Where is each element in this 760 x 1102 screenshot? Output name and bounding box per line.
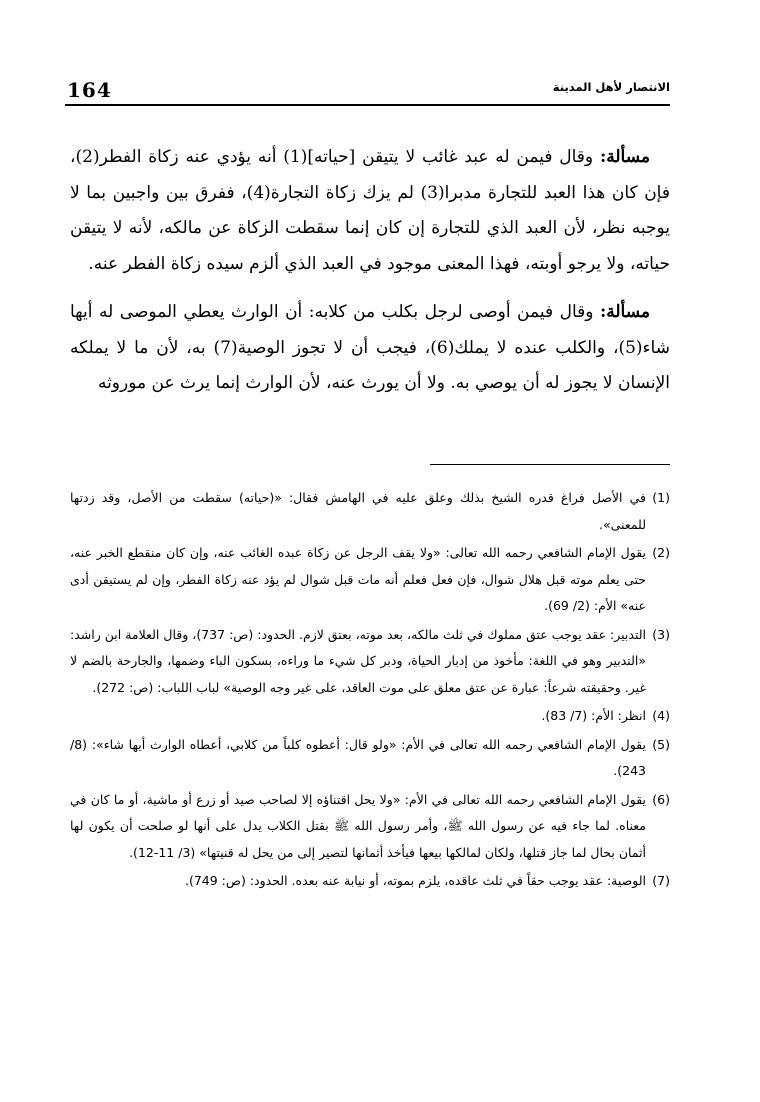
footnote-separator (430, 464, 670, 465)
footnote-text: الوصية: عقد يوجب حقاً في ثلث عاقده، يلزم بموته، أو نيابة عنه بعده. الحدود: (ص: 749). (184, 873, 646, 888)
header-title: الانتصار لأهل المدينة (552, 80, 670, 94)
paragraph-text: وقال فيمن أوصى لرجل بكلب من كلابه: أن الوارث يعطي الموصى له أيها شاء(5)، والكلب عنده لا يملك(6)، فيجب أن لا تجوز الوصية(7) به، لأن ما لا يملكه الإنسان لا يجوز له أن يوصي به. ولا أن يورث عنه، لأن الوارث إنما يرث عن موروثه (70, 302, 670, 393)
footnote (70, 622, 670, 702)
footnote-number: (1) (652, 490, 670, 505)
footnote (70, 703, 670, 730)
footnote-number: (4) (652, 708, 670, 723)
footnote (70, 787, 670, 867)
footnote-text: في الأصل فراغ قدره الشيخ بذلك وعلق عليه في الهامش فقال: «(حياته) سقطت من الأصل، وقد زدتها للمعنى». (70, 490, 646, 532)
footnote-text: يقول الإمام الشافعي رحمه الله تعالى في الأم: «ولا يحل اقتناؤه إلا لصاحب صيد أو زرع أو ماشية، أو ما كان في معناه. لما جاء فيه عن رسول الله ﷺ، وأمر رسول الله ﷺ بقتل الكلاب يدل على أنها لو صلحت أن يكون لها أثمان بحال لما جاز قتلها، ولكان لمالكها بيعها فيأخذ أثمانها لتصير إلى من يحل له قنيتها» (3/ 11-12). (70, 791, 646, 860)
footnote (70, 732, 670, 785)
main-text (70, 140, 670, 402)
paragraph-term: مسألة: (599, 302, 651, 322)
paragraph (70, 140, 670, 282)
footnote-text: يقول الإمام الشافعي رحمه الله تعالى في الأم: «ولو قال: أعطوه كلباً من كلابي، أعطاه الوارث أيها شاء»: (8/ 243). (70, 736, 646, 778)
footnote-text: يقول الإمام الشافعي رحمه الله تعالى: «ولا يقف الرجل عن زكاة عبده الغائب عنه، وإن كان منقطع الخبر عنه، حتى يعلم موته قبل هلال شوال، فإن فعل فعلم أنه مات قبل شوال لم يؤد عنه زكاة الفطر، وإن لم يستيقن أدى عنه» الأم: (2/ 69). (70, 545, 646, 613)
footnote (70, 485, 670, 538)
footnote-text: التدبير: عقد يوجب عتق مملوك في ثلث مالكه، بعد موته، بعتق لازم. الحدود: (ص: 737)، وقال العلامة ابن راشد: «التدبير وهو في اللغة: مأخوذ من إدبار الحياة، ودبر كل شيء ما وراءه، بسكون الباء وضمها، والجارحة بالضم لا غير. وحقيقته شرعاً: عبارة عن عتق معلق على موت العاقد، على غير وجه الوصية» لباب اللباب: (ص: 272). (70, 626, 646, 695)
paragraph (70, 295, 670, 402)
footnote-number: (5) (652, 736, 670, 752)
footnotes (70, 485, 670, 897)
footnote-number: (3) (652, 626, 670, 642)
paragraph-text: وقال فيمن له عبد غائب لا يتيقن [حياته](1) أنه يؤدي عنه زكاة الفطر(2)، فإن كان هذا العبد للتجارة مدبرا(3) لم يزك زكاة التجارة(4)، ففرق بين واجبين بما لا يوجبه نظر، لأن العبد الذي للتجارة إن كان إنما سقطت الزكاة عن مالكه، لأنه لا يتيقن حياته، ولا يرجو أوبته، فهذا المعنى موجود في العبد الذي ألزم سيده زكاة الفطر عنه. (70, 147, 670, 274)
footnote-text: انظر: الأم: (7/ 83). (541, 708, 646, 723)
footnote (70, 540, 670, 620)
footnote-number: (7) (652, 873, 670, 888)
footnote-number: (2) (652, 545, 670, 560)
page-number: 164 (67, 78, 112, 102)
paragraph-term: مسألة: (599, 147, 650, 167)
running-head (65, 72, 670, 106)
footnote (70, 868, 670, 895)
footnote-number: (6) (652, 791, 670, 807)
